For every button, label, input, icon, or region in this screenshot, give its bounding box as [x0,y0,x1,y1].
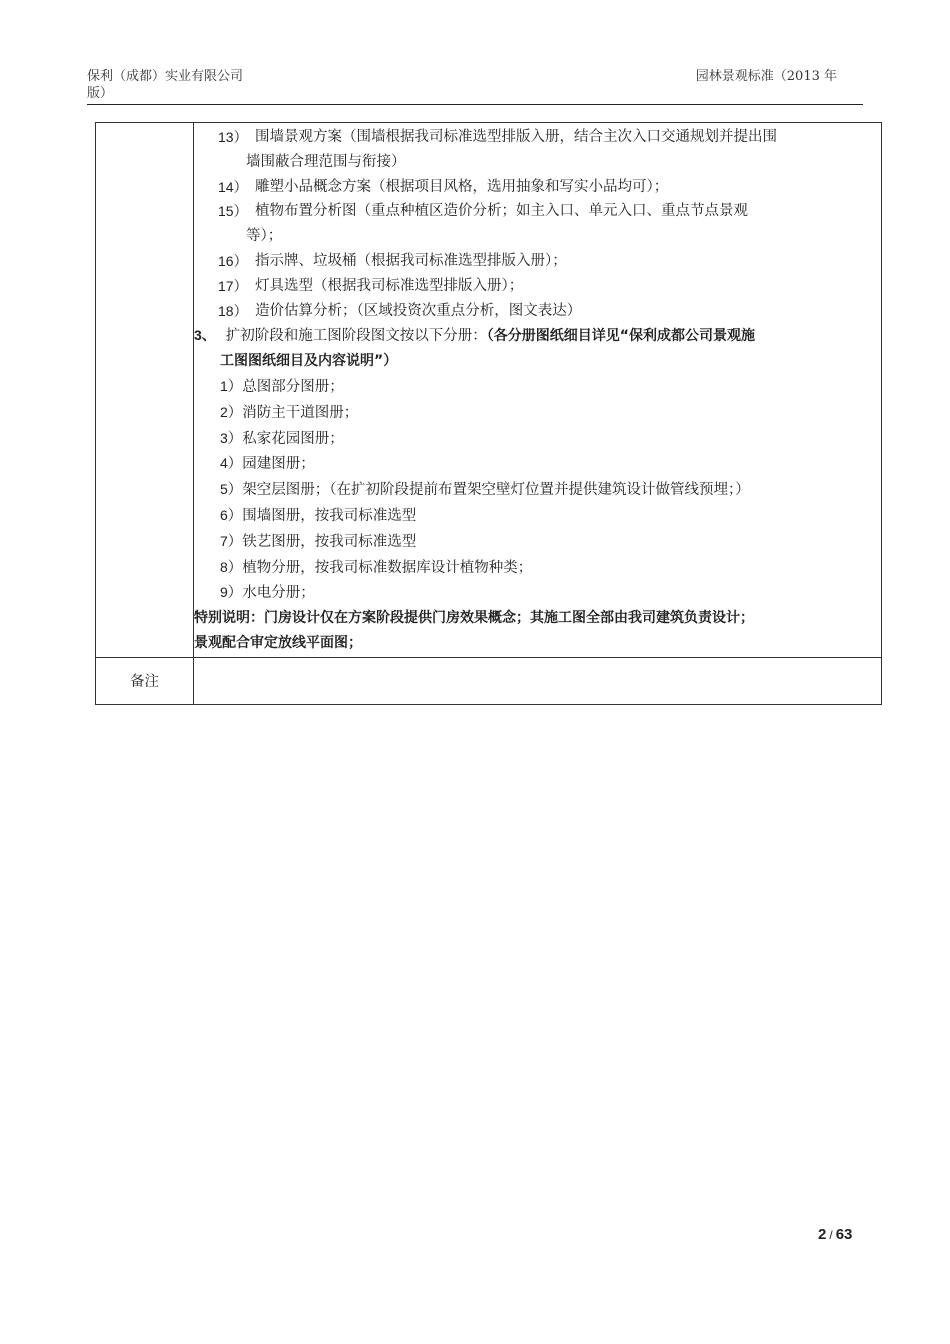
list-item [194,274,881,299]
item-text: 围墙景观方案（围墙根据我司标准选型排版入册，结合主次入口交通规划并提出围 [255,129,777,145]
page-current: 2 [818,1226,827,1243]
sub-item-text: ）私家花园图册； [227,430,344,447]
item-number: 13） [218,129,248,145]
header-company-line2: 版） [87,86,114,101]
item-text: 灯具选型（根据我司标准选型排版入册）； [255,277,524,294]
item-number: 16） [218,252,248,269]
sub-item-text: ）架空层图册；（在扩初阶段提前布置架空壁灯位置并提供建筑设计做管线预埋；） [227,482,750,499]
section-heading [194,323,881,349]
item-number: 14） [218,178,248,195]
row-content-cell [194,123,882,658]
sub-item-number: 1 [220,377,228,394]
sub-item [194,580,881,606]
section-number: 3、 [194,327,216,344]
page-header [87,68,863,105]
sub-item [194,374,881,400]
header-company-line1: 保利（成都）实业有限公司 [87,69,244,84]
sub-item-text: ）消防主干道图册； [227,404,359,421]
remark-content-cell [194,657,882,704]
sub-item-text: ）总图部分图册； [227,378,344,395]
sub-item-text: ）园建图册； [227,456,315,473]
content-table [95,122,882,705]
table-row [96,657,882,704]
item-text: 造价估算分析；（区域投资次重点分析，图文表达） [255,302,582,319]
page-total: 63 [835,1226,853,1243]
item-text: 植物布置分析图（重点种植区造价分析；如主入口、单元入口、重点节点景观 [255,203,748,220]
sub-item [194,503,881,529]
section-text: 扩初阶段和施工图阶段图文按以下分册： [225,328,487,345]
remark-label: 备注 [96,657,194,704]
row-label-cell [96,123,194,658]
item-continuation: 墙围蔽合理范围与衔接） [246,153,406,170]
header-company [87,68,287,102]
section-bold-text: （各分册图纸细目详见“保利成都公司景观施 [486,328,755,345]
page-number [818,1226,852,1243]
sub-item-text: ）铁艺图册，按我司标准选型 [227,533,417,550]
sub-item-number: 8 [220,558,228,575]
sub-item [194,477,881,503]
sub-item-number: 6 [220,506,228,523]
sub-item [194,426,881,452]
sub-item-number: 3 [220,429,228,446]
item-number: 17） [218,277,248,294]
list-item [194,175,881,200]
sub-item-text: ）植物分册，按我司标准数据库设计植物种类； [227,559,533,576]
sub-item-number: 7 [220,532,228,549]
item-number: 15） [218,203,248,220]
sub-item-number: 2 [220,403,228,420]
page-separator: / [829,1228,833,1242]
header-doc-title: 园林景观标准（2013 年 [695,69,837,84]
special-note-line2: 景观配合审定放线平面图； [194,634,362,651]
section-bold-continuation: 工图图纸细目及内容说明”） [220,353,398,370]
sub-item-number: 9 [220,584,228,601]
table-row [96,123,882,658]
sub-item-text: ）围墙图册，按我司标准选型 [227,507,417,524]
item-number: 18） [218,302,248,319]
special-note-line1: 特别说明：门房设计仅在方案阶段提供门房效果概念；其施工图全部由我司建筑负责设计； [194,610,754,627]
sub-item-text: ）水电分册； [227,585,315,602]
list-item [194,249,881,274]
sub-item [194,400,881,426]
sub-item [194,529,881,555]
sub-item [194,555,881,581]
item-text: 雕塑小品概念方案（根据项目风格，选用抽象和写实小品均可）； [255,178,669,195]
sub-item-number: 4 [220,455,228,472]
item-continuation: 等）； [246,228,283,245]
list-item [194,199,881,224]
list-item [194,125,881,150]
sub-item-number: 5 [220,481,228,498]
sub-item [194,451,881,477]
item-text: 指示牌、垃圾桶（根据我司标准选型排版入册）； [255,252,567,269]
list-item [194,299,881,324]
